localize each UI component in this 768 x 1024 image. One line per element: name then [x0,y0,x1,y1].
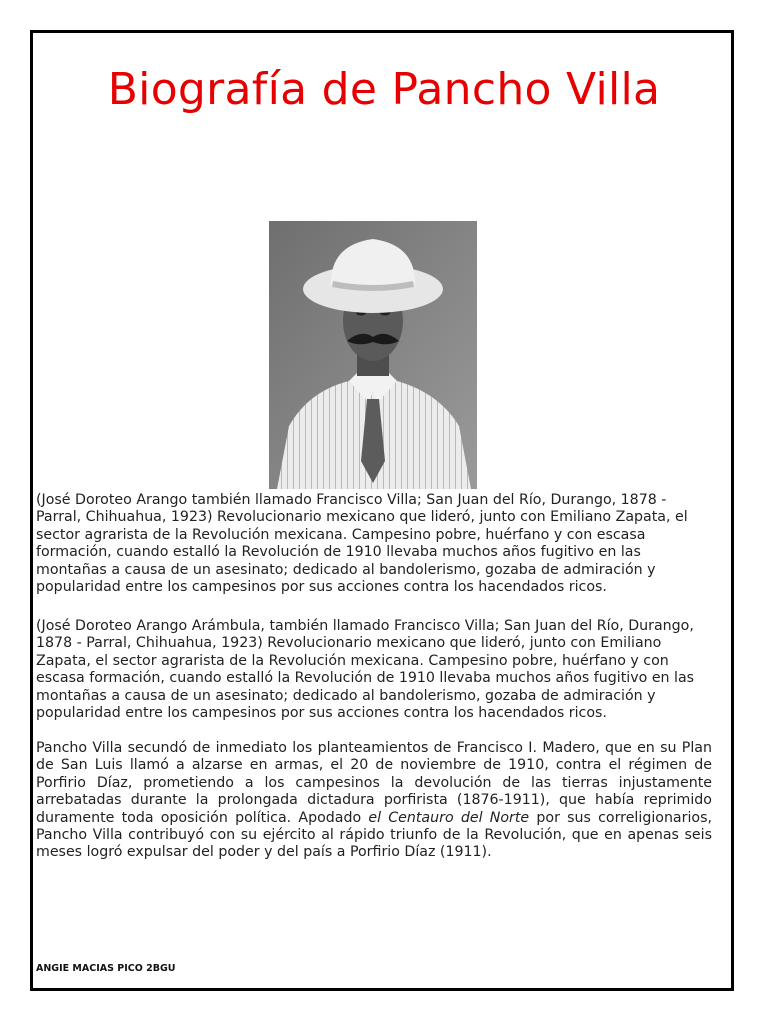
nickname-italic: el Centauro del Norte [368,809,530,826]
biography-paragraph-1: (José Doroteo Arango también llamado Francisco Villa; San Juan del Río, Durango, 1878 - Parral, Chihuahua, 1923) Revolucionario mexicano que lideró, junto con Emiliano Zapata, el sector agrarista de la Revolución mexicana. Campesino pobre, huérfano y con escasa formación, cuando estalló la Revolución de 1910 llevaba muchos años fugitivo en las montañas a causa de un asesinato; dedicado al bandolerismo, gozaba de admiración y popularidad entre los campesinos por sus acciones contra los hacendados ricos. [36,492,688,596]
biography-paragraph-2: (José Doroteo Arango Arámbula, también llamado Francisco Villa; San Juan del Río, Durango, 1878 - Parral, Chihuahua, 1923) Revolucionario mexicano que lideró, junto con Emiliano Zapata, el sector agrarista de la Revolución mexicana. Campesino pobre, huérfano y con escasa formación, cuando estalló la Revolución de 1910 llevaba muchos años fugitivo en las montañas a causa de un asesinato; dedicado al bandolerismo, gozaba de admiración y popularidad entre los campesinos por sus acciones contra los hacendados ricos. [36,618,695,722]
biography-paragraph-3 [36,740,712,862]
paragraph-3-text-before: Pancho Villa secundó de inmediato los planteamientos de Francisco I. Madero, que en su Plan de San Luis llamó a alzarse en armas, el 20 de noviembre de 1910, contra el régimen de Porfirio Díaz, prometiendo a los campesinos la devolución de las tierras injustamente arrebatadas durante la prolongada dictadura porfirista (1876-1911), que había reprimido duramente toda oposición política. Apodado [36,740,712,826]
page-title: Biografía de Pancho Villa [107,64,661,115]
author-name: ANGIE MACIAS PICO 2BGU [36,963,176,974]
paragraph-3-text-after: por sus correligionarios, Pancho Villa contribuyó con su ejército al rápido triunfo de la Revolución, que en apenas seis meses logró expulsar del poder y del país a Porfirio Díaz (1911). [36,809,712,861]
portrait-photo [269,221,477,489]
